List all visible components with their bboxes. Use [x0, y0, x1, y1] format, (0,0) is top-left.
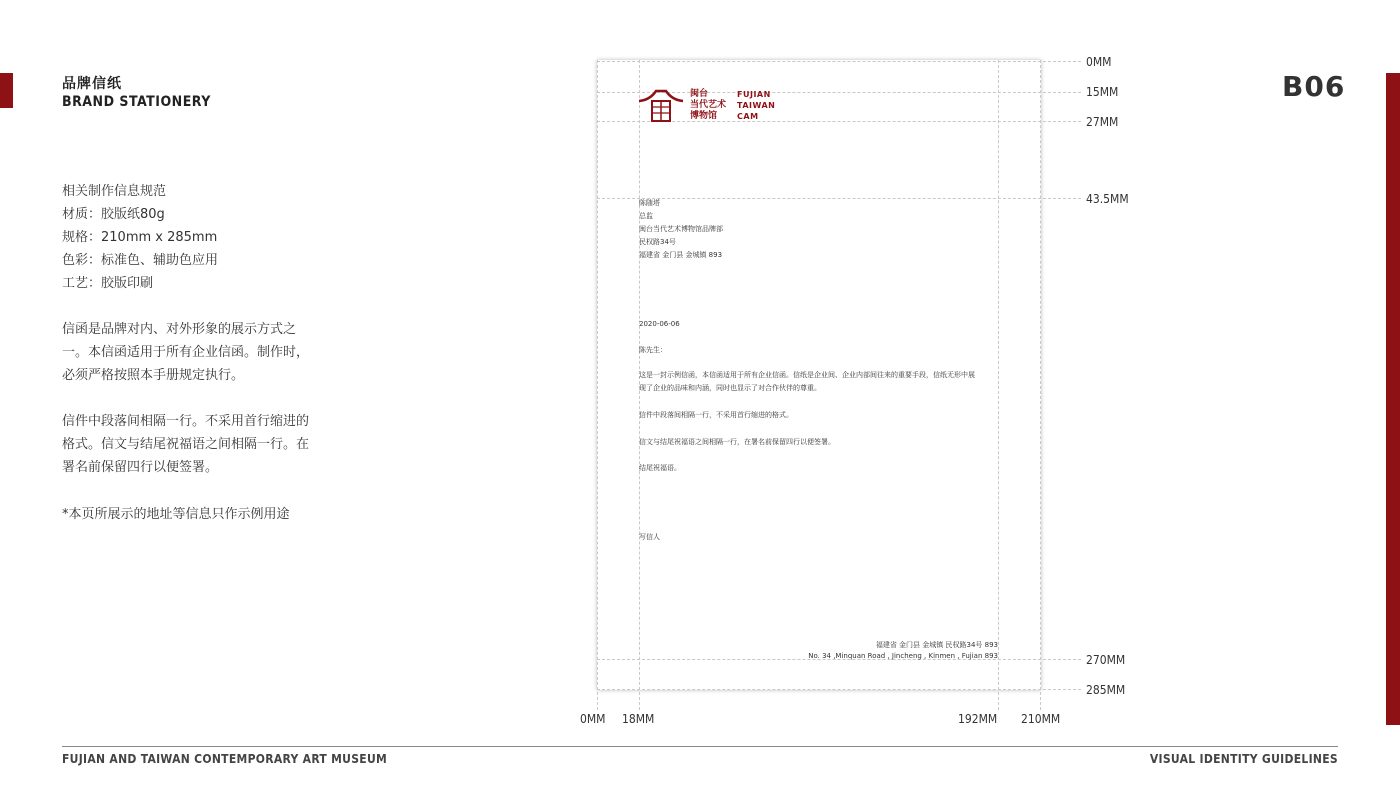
letter-closing: 结尾祝福语。 — [639, 464, 681, 472]
recipient-line: 陈随塔 — [639, 199, 660, 207]
body-line: 这是一封示例信函，本信函适用于所有企业信函。信纸是企业间、企业内部间往来的重要手段，信纸无形中展 — [639, 371, 975, 379]
recipient-line: 闽台当代艺术博物馆品牌部 — [639, 225, 723, 233]
spec-color: 色彩：标准色、辅助色应用 — [62, 253, 219, 268]
right-accent-bar — [1386, 73, 1400, 725]
guide-0mm-horizontal — [597, 61, 1081, 62]
paragraph-line: 信函是品牌对内、对外形象的展示方式之 — [62, 322, 297, 337]
disclaimer-note — [62, 503, 332, 526]
footer-guidelines-title: VISUAL IDENTITY GUIDELINES — [1149, 752, 1338, 766]
museum-logo-icon — [638, 87, 684, 123]
recipient-line: 总监 — [639, 212, 653, 220]
measure-label: 192MM — [958, 712, 998, 726]
logo-line: FUJIAN — [737, 90, 771, 99]
recipient-line: 福建省 金门县 金城镇 893 — [639, 251, 723, 259]
measure-label: 0MM — [1086, 55, 1112, 69]
paragraph-line: 一。本信函适用于所有企业信函。制作时， — [62, 345, 310, 360]
logo-wordmark-en — [737, 89, 775, 122]
spec-heading: 相关制作信息规范 — [62, 184, 167, 199]
guide-0mm-vertical — [597, 60, 598, 710]
measure-label: 18MM — [622, 712, 655, 726]
measure-label: 210MM — [1021, 712, 1061, 726]
letter-signature: 写信人 — [639, 533, 660, 541]
guide-210mm — [1040, 60, 1041, 710]
measure-label: 43.5MM — [1086, 192, 1129, 206]
logo-line: 闽台 — [690, 89, 709, 99]
page-code: B06 — [1282, 70, 1346, 103]
letter-body-3: 信文与结尾祝福语之间相隔一行，在署名前保留四行以便签署。 — [639, 438, 835, 446]
disclaimer-text: *本页所展示的地址等信息只作示例用途 — [62, 507, 290, 522]
footer-divider — [62, 746, 1338, 747]
letter-date: 2020-06-06 — [639, 320, 680, 328]
logo-line: TAIWAN — [737, 101, 776, 110]
paragraph-line: 必须严格按照本手册规定执行。 — [62, 368, 245, 383]
page-title-cn: 品牌信纸 — [62, 76, 122, 92]
left-accent-bar — [0, 73, 13, 108]
footer-address-en: No. 34 ,Minquan Road , Jincheng , Kinmen , Fujian 893 — [808, 652, 998, 660]
logo-line: CAM — [737, 112, 759, 121]
page-title-en: BRAND STATIONERY — [62, 94, 211, 110]
guide-192mm — [998, 60, 999, 710]
guide-285mm — [597, 689, 1081, 690]
measure-label: 27MM — [1086, 115, 1119, 129]
spec-process: 工艺：胶版印刷 — [62, 276, 154, 291]
footer-museum-name: FUJIAN AND TAIWAN CONTEMPORARY ART MUSEUM — [62, 752, 388, 766]
spec-block — [62, 180, 218, 295]
logo-line: 当代艺术 — [690, 100, 727, 110]
measure-label: 285MM — [1086, 683, 1126, 697]
letter-body-2: 信件中段落间相隔一行，不采用首行缩进的格式。 — [639, 411, 793, 419]
recipient-block — [639, 197, 723, 262]
letter-salutation: 陈先生： — [639, 346, 667, 354]
measure-label: 270MM — [1086, 653, 1126, 667]
letter-body — [639, 369, 975, 395]
paragraph-line: 信件中段落间相隔一行。不采用首行缩进的 — [62, 414, 310, 429]
footer-address-cn: 福建省 金门县 金城镇 民权路34号 893 — [875, 641, 998, 649]
spec-size: 规格：210mm x 285mm — [62, 230, 218, 245]
recipient-line: 民权路34号 — [639, 238, 676, 246]
intro-paragraph — [62, 318, 332, 387]
measure-label: 0MM — [580, 712, 606, 726]
logo-line: 博物馆 — [690, 111, 718, 121]
paragraph-line: 署名前保留四行以便签署。 — [62, 460, 219, 475]
body-line: 现了企业的品味和内涵，同时也显示了对合作伙伴的尊重。 — [639, 384, 821, 392]
logo-wordmark-cn — [690, 89, 726, 122]
measure-label: 15MM — [1086, 85, 1119, 99]
spec-material: 材质：胶版纸80g — [62, 207, 165, 222]
paragraph-line: 格式。信文与结尾祝福语之间相隔一行。在 — [62, 437, 310, 452]
format-paragraph — [62, 410, 332, 479]
